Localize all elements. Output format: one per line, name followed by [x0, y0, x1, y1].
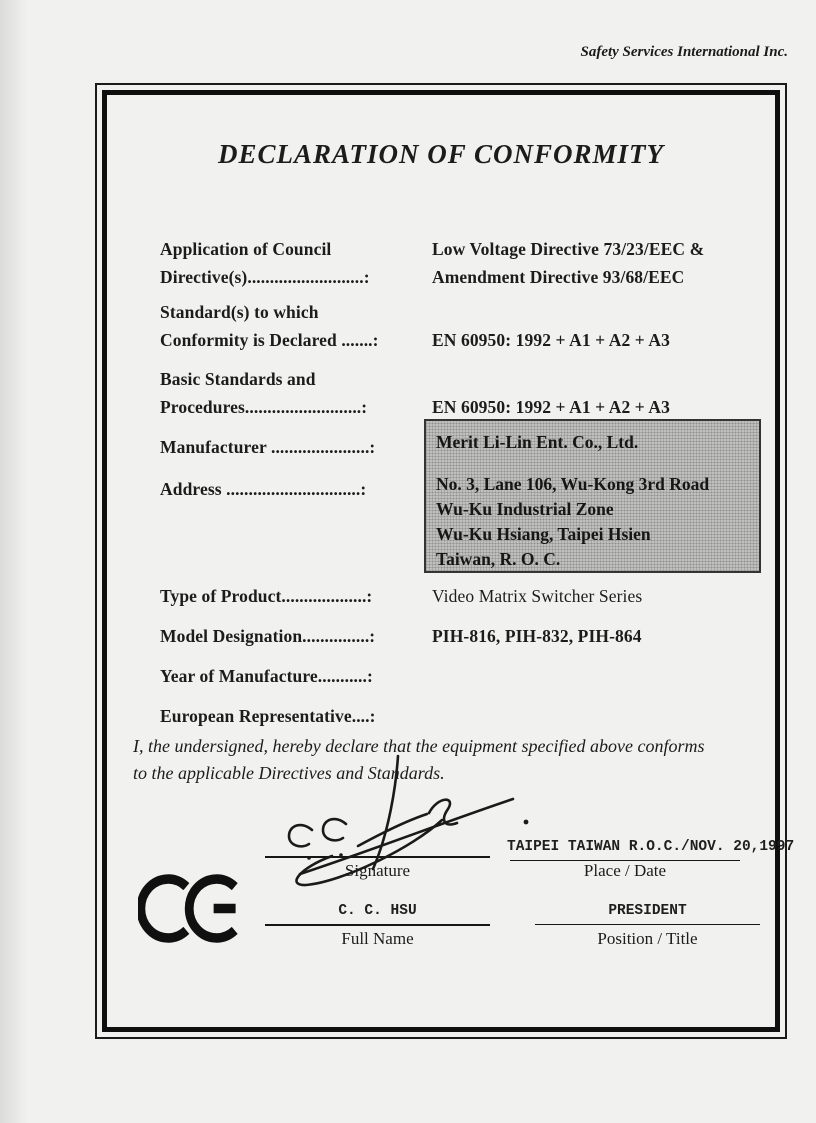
label-application-line1: Application of Council — [160, 239, 332, 259]
value-address-line4: Taiwan, R. O. C. — [436, 549, 561, 569]
label-basic-line2: Procedures..........................: — [160, 397, 368, 417]
label-address: Address ..............................: — [160, 479, 367, 499]
value-application-line1: Low Voltage Directive 73/23/EEC & — [432, 239, 705, 259]
document-title: DECLARATION OF CONFORMITY — [217, 139, 665, 169]
value-standards: EN 60950: 1992 + A1 + A2 + A3 — [432, 330, 670, 350]
value-address-line3: Wu-Ku Hsiang, Taipei Hsien — [436, 524, 651, 544]
value-address-line2: Wu-Ku Industrial Zone — [436, 499, 614, 519]
label-representative: European Representative....: — [160, 706, 376, 726]
highlighted-manufacturer-block — [424, 419, 761, 573]
label-product-type: Type of Product...................: — [160, 586, 373, 606]
ce-mark-icon — [138, 861, 240, 956]
issuer-name: Safety Services International Inc. — [580, 44, 788, 60]
value-address-line1: No. 3, Lane 106, Wu-Kong 3rd Road — [436, 474, 710, 494]
value-application-line2: Amendment Directive 93/68/EEC — [432, 267, 685, 287]
place-date-label: Place / Date — [583, 861, 667, 880]
place-date-value: TAIPEI TAIWAN R.O.C./NOV. 20,1997 — [507, 839, 795, 855]
label-standards-line2: Conformity is Declared .......: — [160, 330, 379, 350]
value-model: PIH-816, PIH-832, PIH-864 — [432, 626, 642, 646]
label-application-line2: Directive(s)..........................: — [160, 267, 370, 287]
value-basic: EN 60950: 1992 + A1 + A2 + A3 — [432, 397, 670, 417]
position-title-value: PRESIDENT — [608, 903, 687, 919]
declaration-line2: to the applicable Directives and Standards. — [133, 763, 445, 783]
full-name-value: C. C. HSU — [338, 903, 417, 919]
signature-label: Signature — [344, 861, 411, 880]
value-manufacturer: Merit Li-Lin Ent. Co., Ltd. — [436, 432, 639, 452]
label-model: Model Designation...............: — [160, 626, 376, 646]
position-title-line — [535, 924, 760, 925]
handwritten-signature — [250, 752, 550, 892]
position-title-label: Position / Title — [597, 929, 698, 948]
label-standards-line1: Standard(s) to which — [160, 302, 319, 322]
label-manufacturer: Manufacturer ......................: — [160, 437, 376, 457]
full-name-label: Full Name — [341, 929, 414, 948]
label-basic-line1: Basic Standards and — [160, 369, 316, 389]
full-name-line — [265, 924, 490, 926]
declaration-line1: I, the undersigned, hereby declare that the equipment specified above conforms — [133, 736, 705, 756]
label-year: Year of Manufacture...........: — [160, 666, 373, 686]
value-product-type: Video Matrix Switcher Series — [432, 586, 643, 606]
